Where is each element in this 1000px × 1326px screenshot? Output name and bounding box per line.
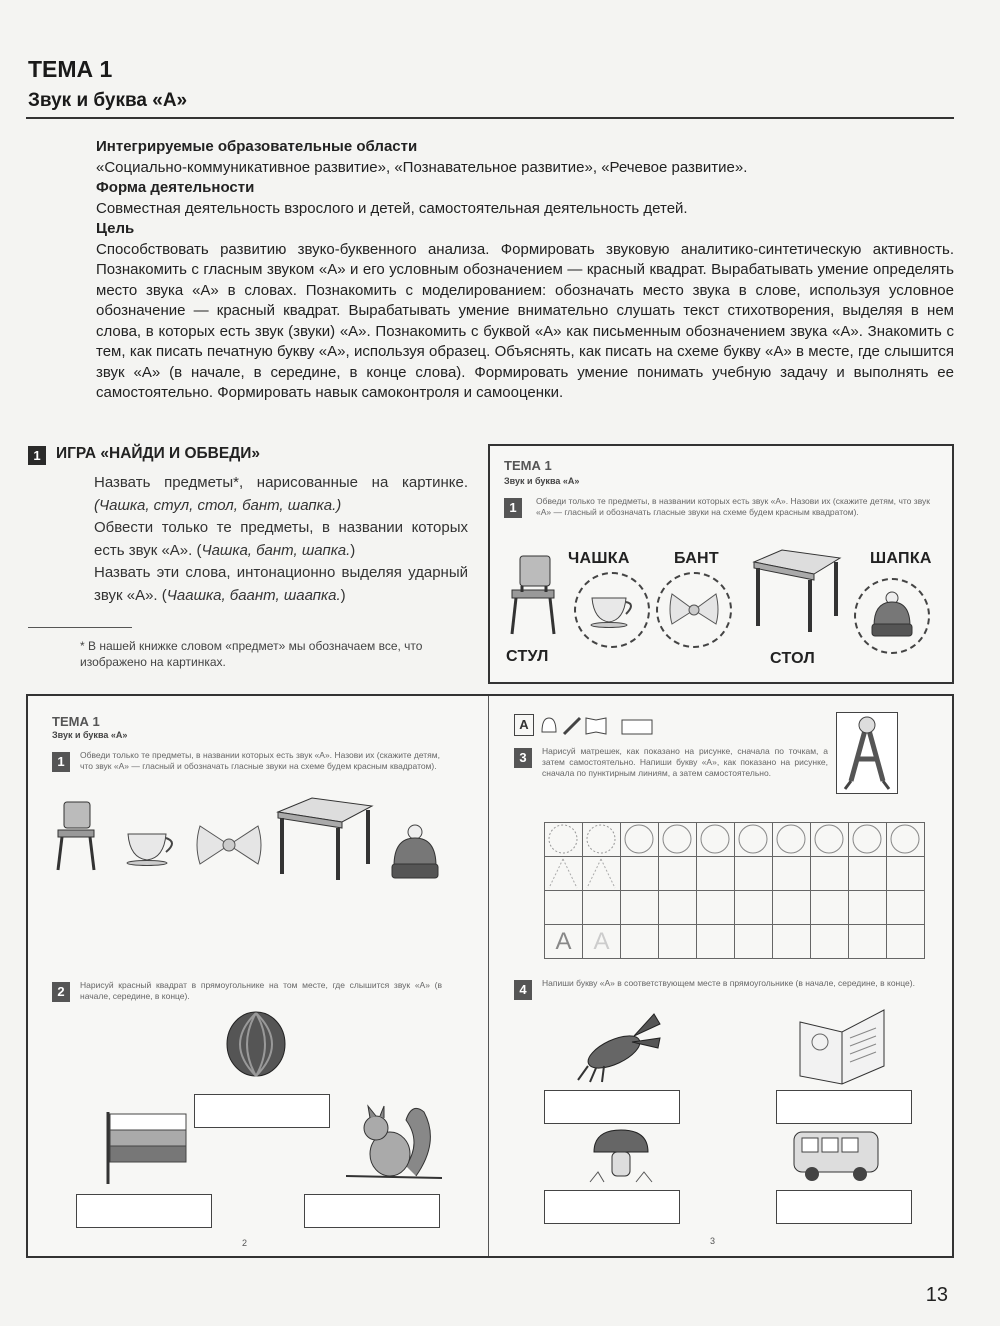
grid-cell-doll [887, 823, 925, 857]
grid-cell [545, 891, 583, 925]
grid-cell-doll [811, 823, 849, 857]
grid-cell [811, 925, 849, 959]
word-chashka: ЧАШКА [568, 550, 630, 567]
grid-cell-doll [849, 823, 887, 857]
grid-cell [735, 891, 773, 925]
grid-cell-doll [621, 823, 659, 857]
book-icon [586, 718, 606, 734]
game-number-badge: 1 [28, 446, 46, 465]
page-subtitle: Звук и буква «А» [28, 90, 188, 111]
circle-chashka [574, 572, 650, 648]
letter-a-icon: А [514, 714, 534, 736]
answer-box-flag[interactable] [76, 1194, 212, 1228]
areas-section [96, 137, 954, 404]
grid-cell [621, 925, 659, 959]
word-stol: СТОЛ [770, 650, 816, 667]
grid-cell [697, 857, 735, 891]
grid-cell-doll [735, 823, 773, 857]
word-shapka: ШАПКА [870, 550, 932, 567]
answer-box-squirrel[interactable] [304, 1194, 440, 1228]
grid-cell [887, 857, 925, 891]
grid-cell-letter-dotted: А [583, 925, 621, 959]
grid-cell [621, 891, 659, 925]
hat-icon [868, 590, 916, 640]
letter-character-picture [836, 712, 898, 794]
game-step-3: Назвать эти слова, интонационно выделяя ударный звук «А». (Чаашка, баант, шаапка.) [94, 564, 468, 604]
goal-title: Цель [96, 220, 135, 237]
answer-box-watermelon[interactable] [194, 1094, 330, 1128]
letter-character-icon [837, 713, 897, 793]
panel-a-task-number: 1 [504, 498, 522, 518]
table-icon-small [272, 792, 376, 882]
areas-text: «Социально-коммуникативное развитие», «Познавательное развитие», «Речевое развитие». [96, 158, 748, 176]
right-task3-number: 3 [514, 748, 532, 768]
left-page-subtitle: Звук и буква «А» [52, 730, 128, 740]
cup-icon-small [124, 830, 182, 866]
grid-cell [887, 891, 925, 925]
bus-icon [790, 1126, 882, 1184]
flag-icon [104, 1110, 190, 1186]
grid-cell [811, 891, 849, 925]
answer-box-crayfish[interactable] [544, 1090, 680, 1124]
grid-cell [773, 891, 811, 925]
left-task1: Обведи только те предметы, в названии которых есть звук «А». Назови их (скажите детям, что звук «А» — гласный и обозначать гласные звуки на схеме будем красным квадратом). [80, 750, 440, 771]
grid-cell [659, 891, 697, 925]
grid-cell [621, 857, 659, 891]
grid-cell-doll [545, 823, 583, 857]
writing-grid[interactable] [544, 822, 925, 959]
grid-cell [849, 925, 887, 959]
footnote-divider [28, 627, 132, 628]
footnote: * В нашей книжке словом «предмет» мы обозначаем все, что изображено на картинках. [80, 639, 423, 669]
grid-cell-doll [659, 823, 697, 857]
crayfish-icon [574, 1008, 664, 1084]
squirrel-icon [346, 1102, 442, 1180]
grid-cell-doll [583, 823, 621, 857]
word-bant: БАНТ [674, 550, 719, 567]
word-stul: СТУЛ [506, 648, 549, 665]
bow-icon-small [194, 820, 264, 870]
grid-cell [583, 857, 621, 891]
game-instructions [94, 472, 468, 607]
page-title: ТЕМА 1 [28, 56, 113, 82]
grid-cell-letter: А [545, 925, 583, 959]
game-step-1: Назвать предметы*, нарисованные на картинке. (Чашка, стул, стол, бант, шапка.) [94, 474, 468, 514]
grid-cell [849, 857, 887, 891]
bell-icon [542, 718, 556, 732]
table-icon [744, 546, 844, 634]
form-title: Форма деятельности [96, 179, 255, 196]
grid-cell [735, 857, 773, 891]
grid-cell [773, 925, 811, 959]
rectangle-icon [622, 720, 652, 734]
goal-text: Способствовать развитию звуко-буквенного анализа. Формировать звуковую аналитико-синтетическую активность. Познакомить с гласным звуком «А» и его условным обозначением — красный квадрат. Вырабатывать умение определять место звука «А» в словах. Познакомить с моделированием: обозначать место звука в слове, используя условное обозначение — красный квадрат. Вырабатывать умение внимательно слушать текст стихотворения, выделяя в нем слова, в которых есть звук (звуки) «А». Познакомить с буквой «А» как письменным обозначением звука «А». Знакомить с тем, как писать печатную букву «А», используя образец. Объяснять, как писать на схеме букву «А» в месте, где слышится звук «А» (в начале, в середине, в конце слова). Формировать умение понимать учебную задачу и выполнять ее самостоятельно. Формировать навык самоконтроля и самооценки. [96, 240, 954, 401]
grid-cell [697, 925, 735, 959]
chair-icon-small [50, 800, 100, 872]
grid-cell [659, 925, 697, 959]
areas-title: Интегрируемые образовательные области [96, 138, 418, 155]
spread-fold [488, 696, 489, 1256]
answer-box-mushroom[interactable] [544, 1190, 680, 1224]
right-task4: Напиши букву «А» в соответствующем месте в прямоугольнике (в начале, середине, в конце). [542, 978, 915, 988]
left-task1-number: 1 [52, 752, 70, 772]
circle-shapka [854, 578, 930, 654]
task-icons [538, 714, 658, 736]
grid-cell-doll [773, 823, 811, 857]
panel-a-subtitle: Звук и буква «А» [504, 476, 580, 486]
right-task4-number: 4 [514, 980, 532, 1000]
grid-cell [735, 925, 773, 959]
game-title: ИГРА «НАЙДИ И ОБВЕДИ» [56, 445, 261, 462]
form-text: Совместная деятельность взрослого и детей, самостоятельная деятельность детей. [96, 199, 688, 217]
workbook-spread [26, 694, 954, 1258]
grid-cell-doll [697, 823, 735, 857]
cup-icon [588, 594, 638, 628]
grid-cell [773, 857, 811, 891]
circle-bant [656, 572, 732, 648]
grid-cell [887, 925, 925, 959]
grid-cell [583, 891, 621, 925]
left-page-tema: ТЕМА 1 [52, 714, 100, 729]
grid-cell [659, 857, 697, 891]
page-number: 13 [925, 1284, 948, 1306]
grid-cell [697, 891, 735, 925]
answer-box-bus[interactable] [776, 1190, 912, 1224]
grid-cell [849, 891, 887, 925]
panel-a-tema: ТЕМА 1 [504, 458, 552, 473]
mushroom-icon [586, 1128, 656, 1184]
left-task2-number: 2 [52, 982, 70, 1002]
open-book-icon [794, 1002, 890, 1086]
watermelon-icon [224, 1010, 288, 1078]
panel-a-task: Обведи только те предметы, в названии которых есть звук «А». Назови их (скажите детям, что звук «А» — гласный и обозначать гласные звуки на схеме будем красным квадратом). [536, 496, 930, 517]
game-step-2: Обвести только те предметы, в названии которых есть звук «А». (Чашка, бант, шапка.) [94, 519, 468, 559]
grid-cell [811, 857, 849, 891]
pencil-icon [564, 718, 580, 734]
bow-icon [668, 588, 720, 632]
workbook-panel-top [488, 444, 954, 684]
chair-icon [502, 554, 562, 636]
hat-icon-small [388, 824, 442, 884]
answer-box-book[interactable] [776, 1090, 912, 1124]
right-task3: Нарисуй матрешек, как показано на рисунке, сначала по точкам, а затем самостоятельно. Напиши букву «А», как показано на рисунке, сначала по пунктирным линиям, а затем самостоятельно. [542, 746, 828, 778]
left-task2: Нарисуй красный квадрат в прямоугольнике на том месте, где слышится звук «А» (в начале, середине, в конце). [80, 980, 442, 1001]
grid-cell [545, 857, 583, 891]
right-page-number: 3 [710, 1236, 716, 1246]
header-divider [26, 117, 954, 119]
left-page-number: 2 [242, 1238, 248, 1248]
